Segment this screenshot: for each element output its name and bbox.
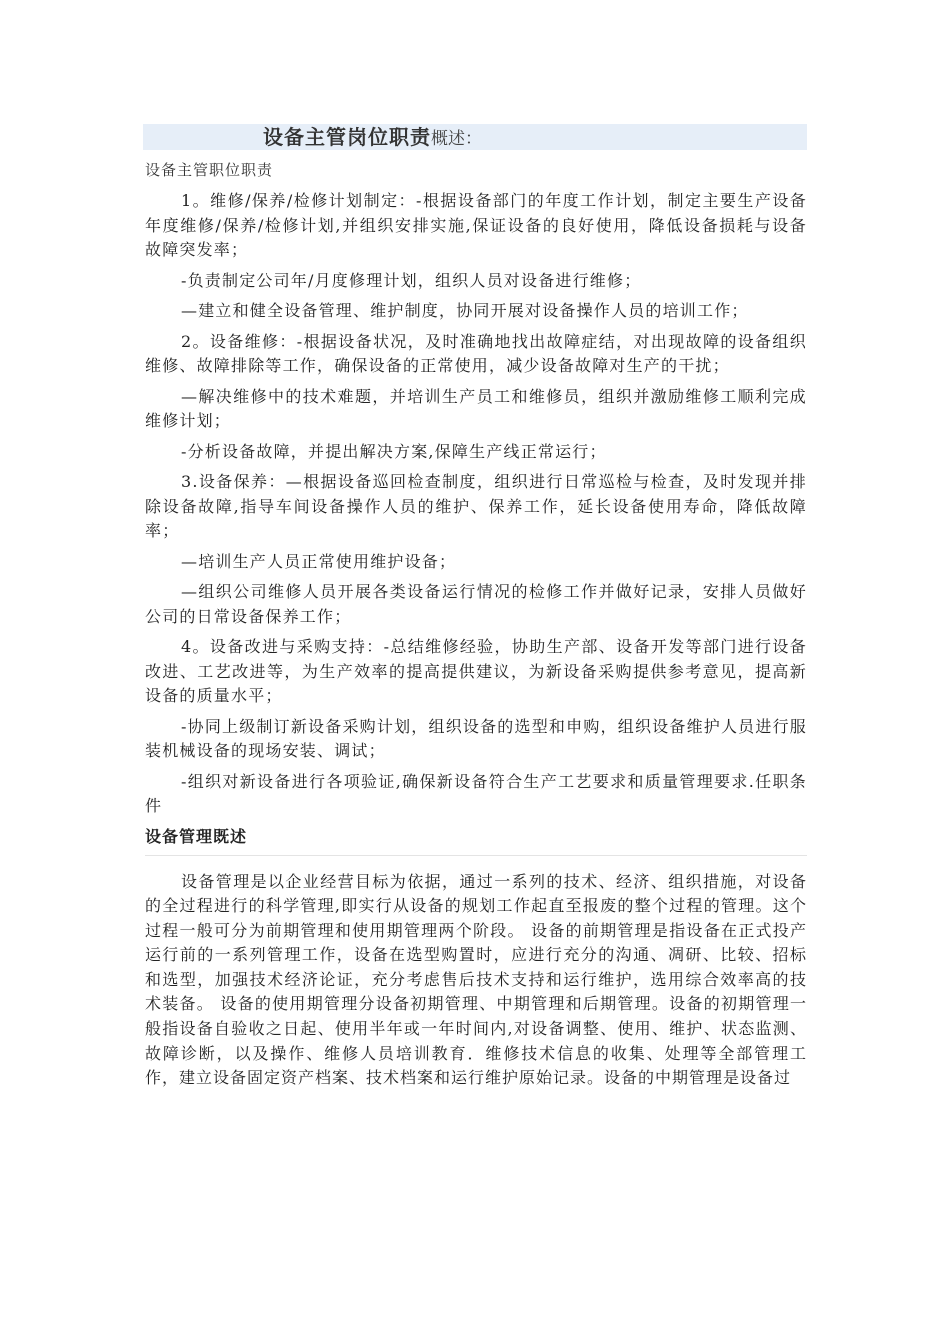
duty-paragraph: -分析设备故障，并提出解决方案,保障生产线正常运行； [181,441,607,461]
duty-paragraph: —解决维修中的技术难题，并培训生产员工和维修员，组织并激励维修工顺利完成维修计划； [145,386,807,430]
document-page [145,124,807,1091]
subtitle: 设备主管职位职责 [145,161,274,179]
duty-paragraph: -协同上级制订新设备采购计划，组织设备的选型和申购，组织设备维护人员进行服装机械设备的现场安装、调试； [145,716,807,760]
duties-list [145,189,807,819]
overview-paragraph: 设备管理是以企业经营目标为依据，通过一系列的技术、经济、组织措施，对设备的全过程进行的科学管理,即实行从设备的规划工作起直至报废的整个过程的管理。这个过程一般可分为前期管理和使用期管理两个阶段。 设备的前期管理是指设备在正式投产运行前的一系列管理工作，设备在选型购置时，应进行充分的沟通、凋研、比较、招标和选型，加强技术经济论证，充分考虑售后技术支持和运行维护，选用综合效率高的技术装备。 设备的使用期管理分设备初期管理、中期管理和后期管理。设备的初期管理一般指设备自验收之日起、使用半年或一年时间内,对设备调整、使用、维护、状态监测、故障诊断，以及操作、维修人员培训教育．维修技术信息的收集、处理等全部管理工作，建立设备固定资产档案、技术档案和运行维护原始记录。设备的中期管理是设备过 [145,871,807,1088]
duty-paragraph: -负责制定公司年/月度修理计划，组织人员对设备进行维修； [181,270,642,290]
duty-paragraph: 2。设备维修：-根据设备状况，及时准确地找出故障症结，对出现故障的设备组织维修、故障排除等工作，确保设备的正常使用，减少设备故障对生产的干扰； [145,331,807,375]
document-title-suffix: 概述： [431,129,482,149]
duty-paragraph: —组织公司维修人员开展各类设备运行情况的检修工作并做好记录，安排人员做好公司的日常设备保养工作； [145,582,807,626]
duty-paragraph: 4。设备改进与采购支持：-总结维修经验，协助生产部、设备开发等部门进行设备改进、工艺改进等，为生产效率的提高提供建议，为新设备采购提供参考意见，提高新设备的质量水平； [145,637,807,705]
document-title: 设备主管岗位职责 [263,125,431,149]
duty-paragraph: 3.设备保养：—根据设备巡回检查制度，组织进行日常巡检与检查，及时发现并排除设备故障,指导车间设备操作人员的维护、保养工作，延长设备使用寿命，降低故障率； [145,472,807,540]
duty-paragraph: -组织对新设备进行各项验证,确保新设备符合生产工艺要求和质量管理要求.任职条件 [145,771,807,815]
duty-paragraph: —培训生产人员正常使用维护设备； [181,551,457,571]
section-heading: 设备管理既述 [145,825,807,856]
duty-paragraph: 1。维修/保养/检修计划制定：-根据设备部门的年度工作计划，制定主要生产设备年度维修/保养/检修计划,并组织安排实施,保证设备的良好使用，降低设备损耗与设备故障突发率； [145,191,807,259]
duty-paragraph: —建立和健全设备管理、维护制度，协同开展对设备操作人员的培训工作； [181,301,749,320]
title-bar [143,124,807,150]
